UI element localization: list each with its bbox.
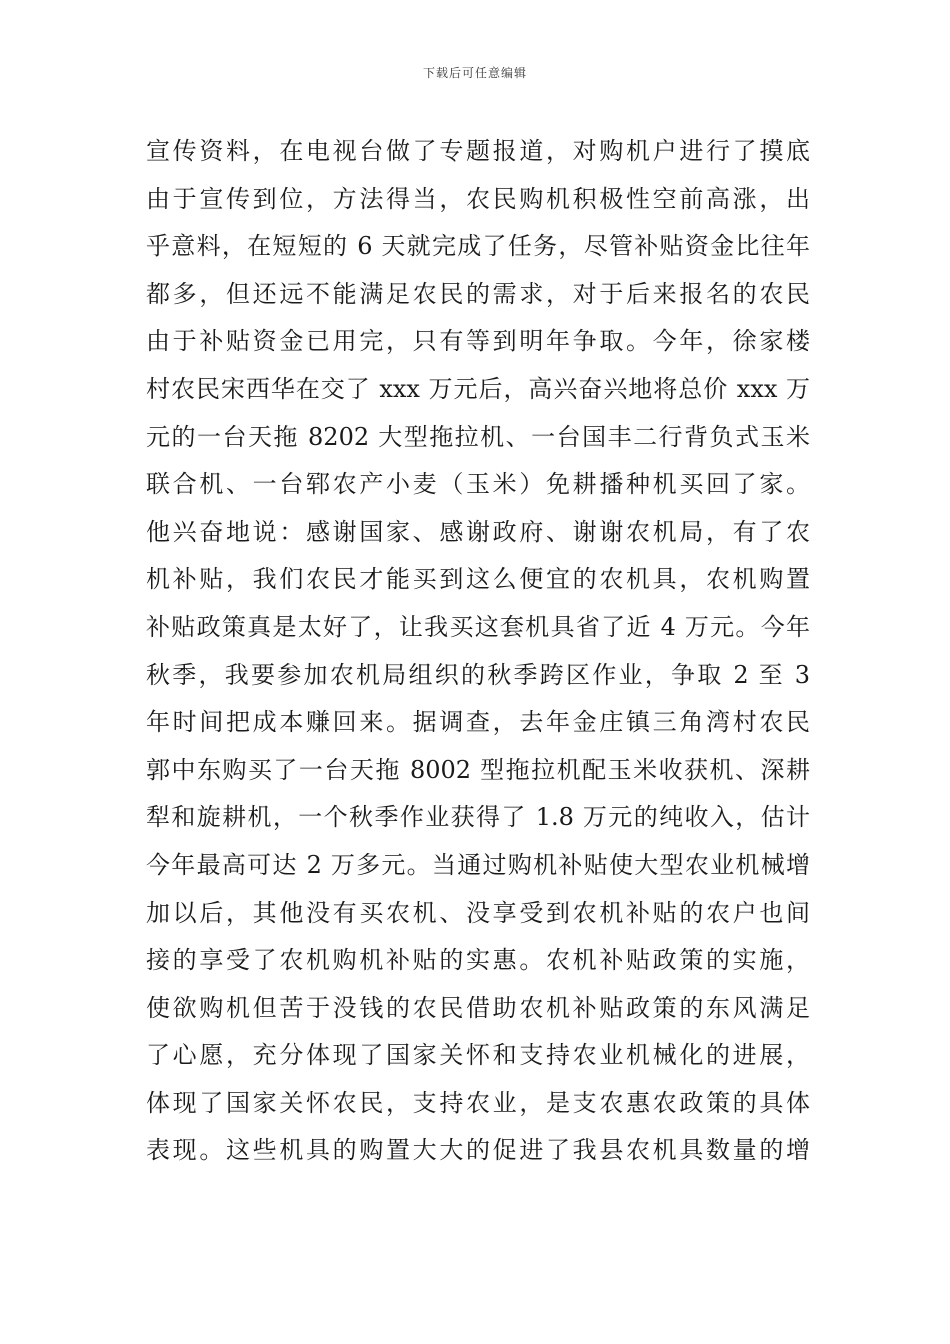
text-line: 宣传资料，在电视台做了专题报道，对购机户进行了摸底 xyxy=(146,137,810,165)
text-line: 接的享受了农机购机补贴的实惠。农机补贴政策的实施， xyxy=(146,946,810,975)
text-line: 都多，但还远不能满足农民的需求，对于后来报名的农民 xyxy=(146,279,810,308)
text-line: 加以后，其他没有买农机、没享受到农机补贴的农户也间 xyxy=(146,898,810,927)
body-text xyxy=(146,128,810,1175)
page-header-note: 下载后可任意编辑 xyxy=(422,66,527,80)
text-line: 他兴奋地说：感谢国家、感谢政府、谢谢农机局，有了农 xyxy=(146,517,810,546)
text-line: 体现了国家关怀农民，支持农业，是支农惠农政策的具体 xyxy=(146,1088,810,1117)
text-line: 乎意料，在短短的 6 天就完成了任务，尽管补贴资金比往年 xyxy=(146,232,810,261)
text-line: 今年最高可达 2 万多元。当通过购机补贴使大型农业机械增 xyxy=(146,850,810,879)
text-line: 由于宣传到位，方法得当，农民购机积极性空前高涨，出 xyxy=(146,184,810,213)
text-line: 机补贴，我们农民才能买到这么便宜的农机具，农机购置 xyxy=(146,565,810,594)
text-line: 使欲购机但苦于没钱的农民借助农机补贴政策的东风满足 xyxy=(146,993,810,1022)
text-line: 元的一台天拖 8202 大型拖拉机、一台国丰二行背负式玉米 xyxy=(146,422,810,451)
text-line: 村农民宋西华在交了 xxx 万元后，高兴奋兴地将总价 xxx 万 xyxy=(146,374,810,403)
text-line: 补贴政策真是太好了，让我买这套机具省了近 4 万元。今年 xyxy=(146,612,810,641)
text-line: 联合机、一台郓农产小麦（玉米）免耕播种机买回了家。 xyxy=(146,470,810,499)
text-line: 年时间把成本赚回来。据调查，去年金庄镇三角湾村农民 xyxy=(146,708,810,737)
text-line: 郭中东购买了一台天拖 8002 型拖拉机配玉米收获机、深耕 xyxy=(146,755,810,784)
text-line: 犁和旋耕机，一个秋季作业获得了 1.8 万元的纯收入，估计 xyxy=(146,803,810,832)
text-line: 表现。这些机具的购置大大的促进了我县农机具数量的增 xyxy=(146,1136,810,1165)
text-line: 由于补贴资金已用完，只有等到明年争取。今年，徐家楼 xyxy=(146,327,810,356)
text-line: 秋季，我要参加农机局组织的秋季跨区作业，争取 2 至 3 xyxy=(146,660,810,689)
text-line: 了心愿，充分体现了国家关怀和支持农业机械化的进展， xyxy=(146,1041,810,1070)
